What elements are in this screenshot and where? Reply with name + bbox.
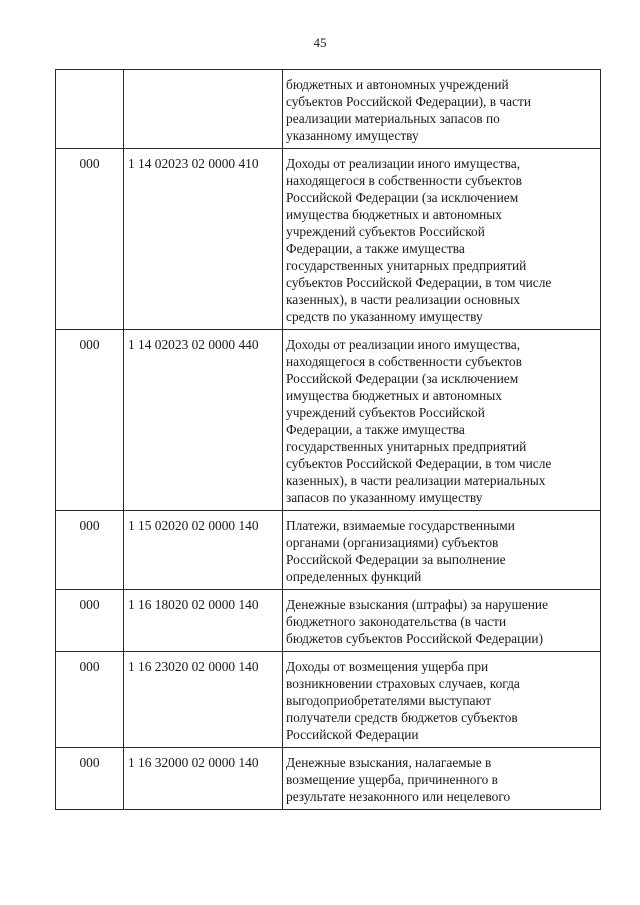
page-number: 45 (313, 35, 327, 50)
budget-code-cell (124, 70, 283, 149)
budget-code-cell: 1 14 02023 02 0000 410 (124, 149, 283, 330)
revenue-name-line: учреждений субъектов Российской (286, 224, 485, 239)
budget-code-cell: 1 16 18020 02 0000 140 (124, 590, 283, 652)
revenue-name-line: казенных), в части реализации основных (286, 292, 521, 307)
revenue-name-cell (283, 590, 601, 652)
revenue-name-line: бюджетов субъектов Российской Федерации) (286, 631, 544, 646)
budget-code-cell: 1 16 32000 02 0000 140 (124, 748, 283, 810)
revenue-name-line: определенных функций (286, 569, 422, 584)
budget-code-cell: 1 15 02020 02 0000 140 (124, 511, 283, 590)
revenue-name-line: запасов по указанному имуществу (286, 490, 483, 505)
revenue-name-line: Платежи, взимаемые государственными (286, 518, 515, 533)
revenue-name-line: имущества бюджетных и автономных (286, 388, 502, 403)
revenue-name-line: государственных унитарных предприятий (286, 439, 527, 454)
revenue-name-line: возникновении страховых случаев, когда (286, 676, 520, 691)
revenue-name-cell (283, 149, 601, 330)
revenue-name-line: субъектов Российской Федерации, в том числе (286, 275, 552, 290)
revenue-name-line: Доходы от возмещения ущерба при (286, 659, 489, 674)
revenue-name-line: органами (организациями) субъектов (286, 535, 499, 550)
revenue-name-line: Доходы от реализации иного имущества, (286, 156, 521, 171)
table-row (56, 652, 601, 748)
admin-code-cell: 000 (56, 149, 124, 330)
budget-code-cell: 1 14 02023 02 0000 440 (124, 330, 283, 511)
revenue-name-line: казенных), в части реализации материальных (286, 473, 546, 488)
revenue-name-line: находящегося в собственности субъектов (286, 354, 522, 369)
revenue-name-line: Доходы от реализации иного имущества, (286, 337, 521, 352)
table-row (56, 330, 601, 511)
admin-code-cell: 000 (56, 590, 124, 652)
revenue-name-line: Российской Федерации (286, 727, 419, 742)
revenue-name-cell (283, 652, 601, 748)
revenue-name-line: государственных унитарных предприятий (286, 258, 527, 273)
revenue-name-line: реализации материальных запасов по (286, 111, 500, 126)
revenue-name-line: находящегося в собственности субъектов (286, 173, 522, 188)
revenue-name-line: бюджетного законодательства (в части (286, 614, 507, 629)
revenue-name-line: учреждений субъектов Российской (286, 405, 485, 420)
budget-code-cell: 1 16 23020 02 0000 140 (124, 652, 283, 748)
revenue-name-line: Федерации, а также имущества (286, 422, 465, 437)
revenue-name-line: Российской Федерации за выполнение (286, 552, 506, 567)
revenue-name-line: указанному имуществу (286, 128, 419, 143)
admin-code-cell: 000 (56, 511, 124, 590)
revenue-name-cell (283, 330, 601, 511)
revenue-name-line: имущества бюджетных и автономных (286, 207, 502, 222)
admin-code-cell: 000 (56, 748, 124, 810)
revenue-name-cell (283, 511, 601, 590)
revenue-name-line: субъектов Российской Федерации), в части (286, 94, 532, 109)
revenue-name-line: возмещение ущерба, причиненного в (286, 772, 499, 787)
table-row (56, 511, 601, 590)
table-row (56, 70, 601, 149)
revenue-name-line: получатели средств бюджетов субъектов (286, 710, 518, 725)
table-row (56, 590, 601, 652)
revenue-name-line: субъектов Российской Федерации, в том числе (286, 456, 552, 471)
admin-code-cell: 000 (56, 330, 124, 511)
revenue-name-line: Денежные взыскания, налагаемые в (286, 755, 492, 770)
revenue-name-line: результате незаконного или нецелевого (286, 789, 511, 804)
revenue-name-line: Федерации, а также имущества (286, 241, 465, 256)
admin-code-cell (56, 70, 124, 149)
revenue-name-line: Денежные взыскания (штрафы) за нарушение (286, 597, 549, 612)
revenue-name-line: выгодоприобретателями выступают (286, 693, 492, 708)
revenue-name-line: Российской Федерации (за исключением (286, 371, 519, 386)
table-row (56, 149, 601, 330)
admin-code-cell: 000 (56, 652, 124, 748)
table-body (56, 70, 601, 810)
revenue-name-line: бюджетных и автономных учреждений (286, 77, 509, 92)
revenue-name-line: Российской Федерации (за исключением (286, 190, 519, 205)
revenue-name-cell (283, 748, 601, 810)
table-row (56, 748, 601, 810)
revenue-name-cell (283, 70, 601, 149)
revenue-name-line: средств по указанному имуществу (286, 309, 483, 324)
revenue-classification-table (55, 69, 601, 810)
